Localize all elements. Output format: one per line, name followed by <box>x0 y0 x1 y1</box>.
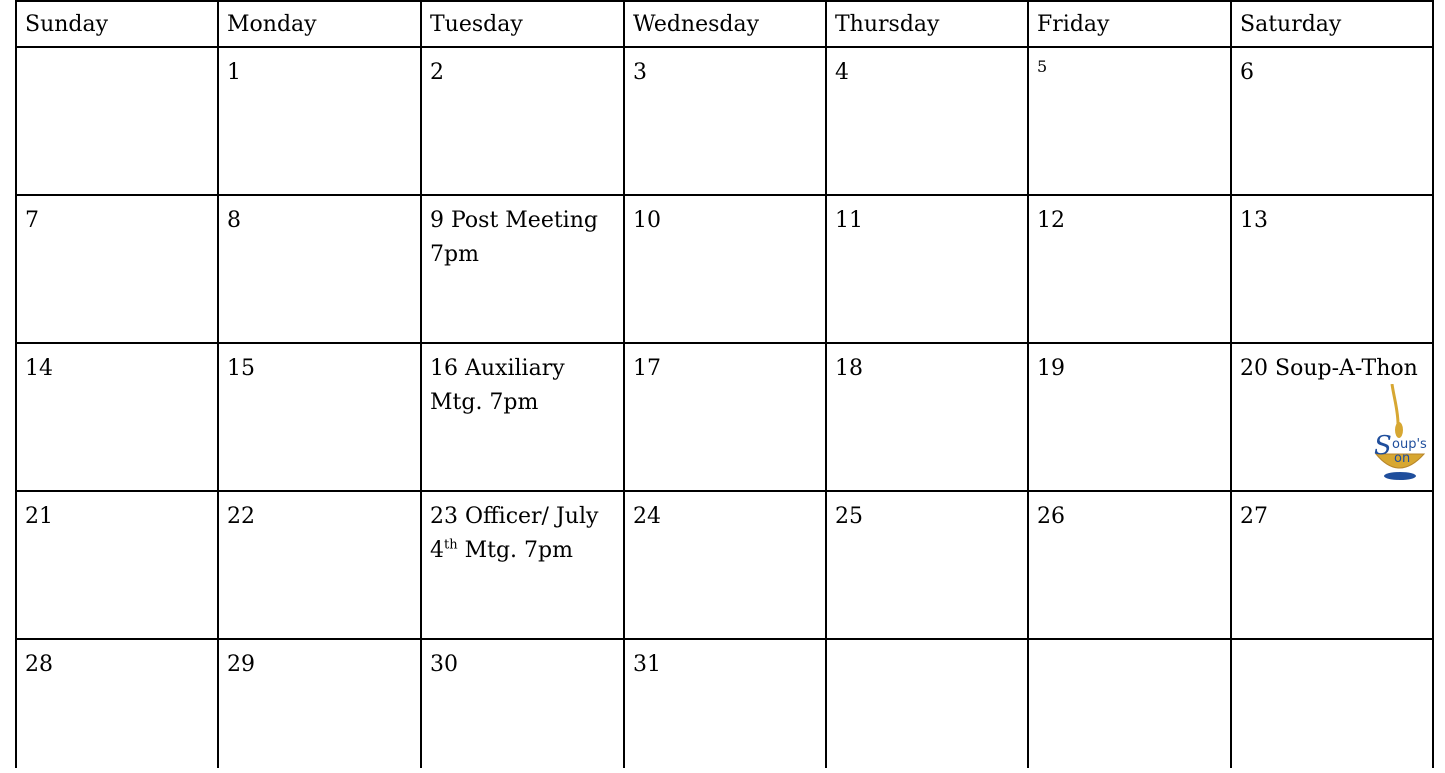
soup-bowl-logo-icon <box>1368 384 1430 484</box>
weekday-header-wednesday: Wednesday <box>624 1 826 47</box>
svg-text:on: on <box>1394 451 1411 466</box>
day-number: 14 <box>25 356 53 381</box>
day-number: 15 <box>227 356 255 381</box>
weekday-header-monday: Monday <box>218 1 421 47</box>
day-number: 6 <box>1240 60 1254 85</box>
week-row <box>16 491 1433 639</box>
day-cell <box>16 639 218 768</box>
day-cell <box>218 343 421 491</box>
svg-text:S: S <box>1374 431 1392 461</box>
day-number: 11 <box>835 208 863 233</box>
day-number: 23 <box>430 504 458 529</box>
day-cell <box>624 195 826 343</box>
day-cell <box>1028 343 1231 491</box>
day-cell <box>421 195 624 343</box>
day-number: 13 <box>1240 208 1268 233</box>
day-cell <box>826 195 1028 343</box>
event-soup-a-thon: Soup-A-Thon <box>1275 356 1418 381</box>
calendar-grid <box>15 0 1434 768</box>
day-cell <box>624 47 826 195</box>
day-cell <box>1028 639 1231 768</box>
day-number: 9 <box>430 208 444 233</box>
svg-text:oup's: oup's <box>1392 437 1427 452</box>
day-cell <box>218 195 421 343</box>
day-cell <box>1231 639 1433 768</box>
weekday-header-sunday: Sunday <box>16 1 218 47</box>
day-cell <box>421 639 624 768</box>
day-cell <box>1028 47 1231 195</box>
week-row <box>16 343 1433 491</box>
day-cell <box>1231 343 1433 491</box>
day-number: 19 <box>1037 356 1065 381</box>
day-number: 21 <box>25 504 53 529</box>
weekday-header-thursday: Thursday <box>826 1 1028 47</box>
weekday-header-friday: Friday <box>1028 1 1231 47</box>
day-number: 4 <box>835 60 849 85</box>
day-number: 3 <box>633 60 647 85</box>
day-number: 31 <box>633 652 661 677</box>
day-cell <box>218 491 421 639</box>
day-number: 2 <box>430 60 444 85</box>
weekday-header-tuesday: Tuesday <box>421 1 624 47</box>
day-cell <box>421 47 624 195</box>
event-officer-meeting-time: Mtg. 7pm <box>457 538 573 563</box>
event-post-meeting: Post Meeting 7pm <box>430 208 598 267</box>
day-cell <box>1231 491 1433 639</box>
day-number: 16 <box>430 356 458 381</box>
day-number: 30 <box>430 652 458 677</box>
day-number: 12 <box>1037 208 1065 233</box>
event-officer-meeting-ordinal: th <box>444 537 458 553</box>
day-number: 10 <box>633 208 661 233</box>
day-number: 5 <box>1037 57 1048 76</box>
day-number: 20 <box>1240 356 1268 381</box>
weekday-header-row <box>16 1 1433 47</box>
day-number: 24 <box>633 504 661 529</box>
day-cell <box>421 491 624 639</box>
day-number: 26 <box>1037 504 1065 529</box>
day-number: 28 <box>25 652 53 677</box>
day-cell <box>1231 47 1433 195</box>
week-row <box>16 639 1433 768</box>
day-cell <box>624 491 826 639</box>
day-cell <box>218 47 421 195</box>
day-number: 8 <box>227 208 241 233</box>
day-cell <box>1231 195 1433 343</box>
day-cell <box>624 343 826 491</box>
day-number: 1 <box>227 60 241 85</box>
day-number: 29 <box>227 652 255 677</box>
event-officer-meeting: Officer/ July 4 <box>430 504 599 563</box>
day-cell <box>16 343 218 491</box>
day-number: 17 <box>633 356 661 381</box>
day-cell <box>16 491 218 639</box>
day-cell <box>826 343 1028 491</box>
day-cell <box>218 639 421 768</box>
day-cell <box>624 639 826 768</box>
week-row <box>16 47 1433 195</box>
day-cell <box>16 195 218 343</box>
day-cell <box>421 343 624 491</box>
day-cell <box>826 639 1028 768</box>
day-number: 27 <box>1240 504 1268 529</box>
day-cell <box>1028 195 1231 343</box>
day-cell <box>826 491 1028 639</box>
event-auxiliary-meeting: Auxiliary Mtg. 7pm <box>430 356 565 415</box>
day-number: 25 <box>835 504 863 529</box>
week-row <box>16 195 1433 343</box>
day-cell <box>1028 491 1231 639</box>
day-number: 22 <box>227 504 255 529</box>
day-cell <box>16 47 218 195</box>
day-number: 18 <box>835 356 863 381</box>
weekday-header-saturday: Saturday <box>1231 1 1433 47</box>
day-cell <box>826 47 1028 195</box>
day-number: 7 <box>25 208 39 233</box>
